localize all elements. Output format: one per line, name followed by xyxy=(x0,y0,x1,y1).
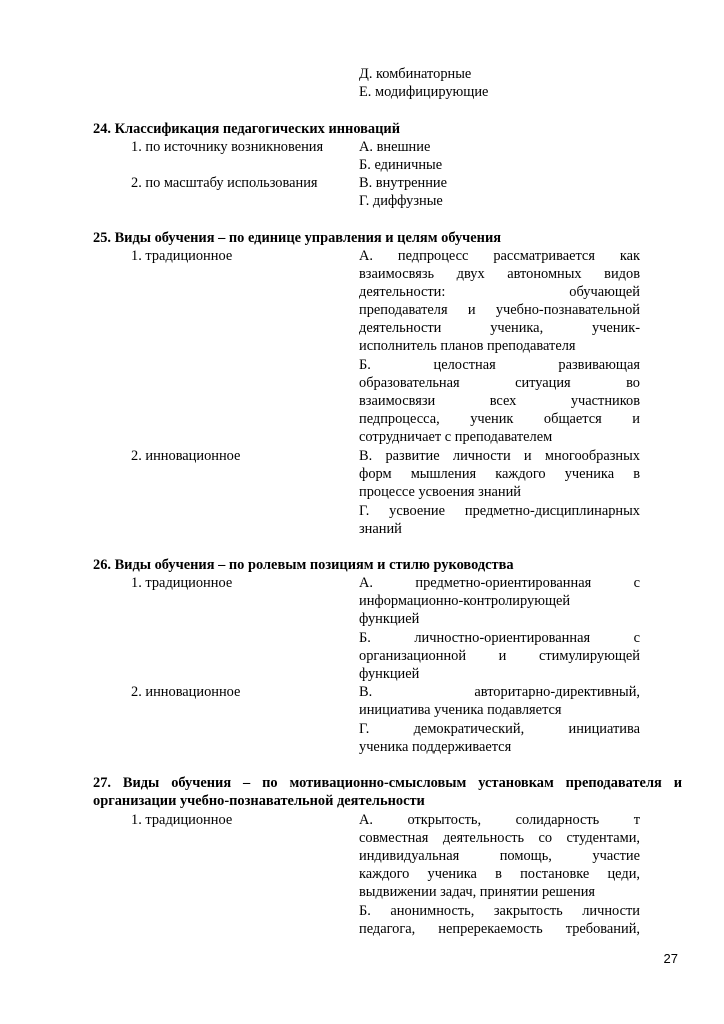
q27-a-line-5: выдвижении задач, принятии решения xyxy=(359,884,596,900)
q24-option-b: Б. единичные xyxy=(359,157,443,173)
q25-a-line-6: исполнитель планов преподавателя xyxy=(359,338,576,354)
q25-left-2: 2. инновационное xyxy=(131,448,241,464)
q26-b-line-3: функцией xyxy=(359,666,420,682)
q26-b-line-2: организационной и стимулирующей xyxy=(359,648,640,664)
q26-v-line-1: В. авторитарно-директивный, xyxy=(359,684,640,700)
q27-title-line-1: 27. Виды обучения – по мотивационно-смысловым установкам преподавателя и xyxy=(93,775,682,791)
page-number: 27 xyxy=(663,951,678,966)
q27-b-line-2: педагога, непререкаемость требований, xyxy=(359,921,640,937)
q26-g-line-2: ученика поддерживается xyxy=(359,739,512,755)
q25-a-line-1: А. педпроцесс рассматривается как xyxy=(359,248,640,264)
q24-option-g: Г. диффузные xyxy=(359,193,443,209)
q26-g-line-1: Г. демократический, инициатива xyxy=(359,721,640,737)
q25-b-line-2: образовательная ситуация во xyxy=(359,375,640,391)
q27-b-line-1: Б. анонимность, закрытость личности xyxy=(359,903,640,919)
q25-v-line-3: процессе усвоения знаний xyxy=(359,484,522,500)
q27-a-line-1: А. открытость, солидарность т xyxy=(359,812,640,828)
q25-g-line-2: знаний xyxy=(359,521,402,537)
q25-a-line-4: преподавателя и учебно-познавательной xyxy=(359,302,640,318)
q25-title: 25. Виды обучения – по единице управления и целям обучения xyxy=(93,230,502,246)
q26-title: 26. Виды обучения – по ролевым позициям и стилю руководства xyxy=(93,557,514,573)
q24-left-1: 1. по источнику возникновения xyxy=(131,139,324,155)
q24-title: 24. Классификация педагогических инноваций xyxy=(93,121,400,137)
q25-v-line-2: форм мышления каждого ученика в xyxy=(359,466,640,482)
q27-a-line-4: каждого ученика в постановке цеди, xyxy=(359,866,640,882)
q25-v-line-1: В. развитие личности и многообразных xyxy=(359,448,640,464)
q23-option-e: Е. модифицирующие xyxy=(359,84,489,100)
q25-left-1: 1. традиционное xyxy=(131,248,233,264)
q26-b-line-1: Б. личностно-ориентированная с xyxy=(359,630,640,646)
q23-option-d: Д. комбинаторные xyxy=(359,66,472,82)
q25-a-line-5: деятельности ученика, ученик- xyxy=(359,320,640,336)
q26-a-line-2: информационно-контролирующей xyxy=(359,593,571,609)
q26-left-2: 2. инновационное xyxy=(131,684,241,700)
q26-left-1: 1. традиционное xyxy=(131,575,233,591)
q25-b-line-5: сотрудничает с преподавателем xyxy=(359,429,553,445)
q27-a-line-3: индивидуальная помощь, участие xyxy=(359,848,640,864)
q27-left-1: 1. традиционное xyxy=(131,812,233,828)
q27-a-line-2: совместная деятельность со студентами, xyxy=(359,830,640,846)
q26-a-line-1: А. предметно-ориентированная с xyxy=(359,575,640,591)
q24-option-a: А. внешние xyxy=(359,139,431,155)
q26-a-line-3: функцией xyxy=(359,611,420,627)
q25-b-line-4: педпроцесса, ученик общается и xyxy=(359,411,640,427)
q24-option-v: В. внутренние xyxy=(359,175,448,191)
q25-a-line-3: деятельности: обучающей xyxy=(359,284,640,300)
q24-left-2: 2. по масштабу использования xyxy=(131,175,318,191)
q25-a-line-2: взаимосвязь двух автономных видов xyxy=(359,266,640,282)
q25-b-line-3: взаимосвязи всех участников xyxy=(359,393,640,409)
q25-b-line-1: Б. целостная развивающая xyxy=(359,357,640,373)
q25-g-line-1: Г. усвоение предметно-дисциплинарных xyxy=(359,503,640,519)
q27-title-line-2: организации учебно-познавательной деятельности xyxy=(93,793,425,809)
q26-v-line-2: инициатива ученика подавляется xyxy=(359,702,562,718)
